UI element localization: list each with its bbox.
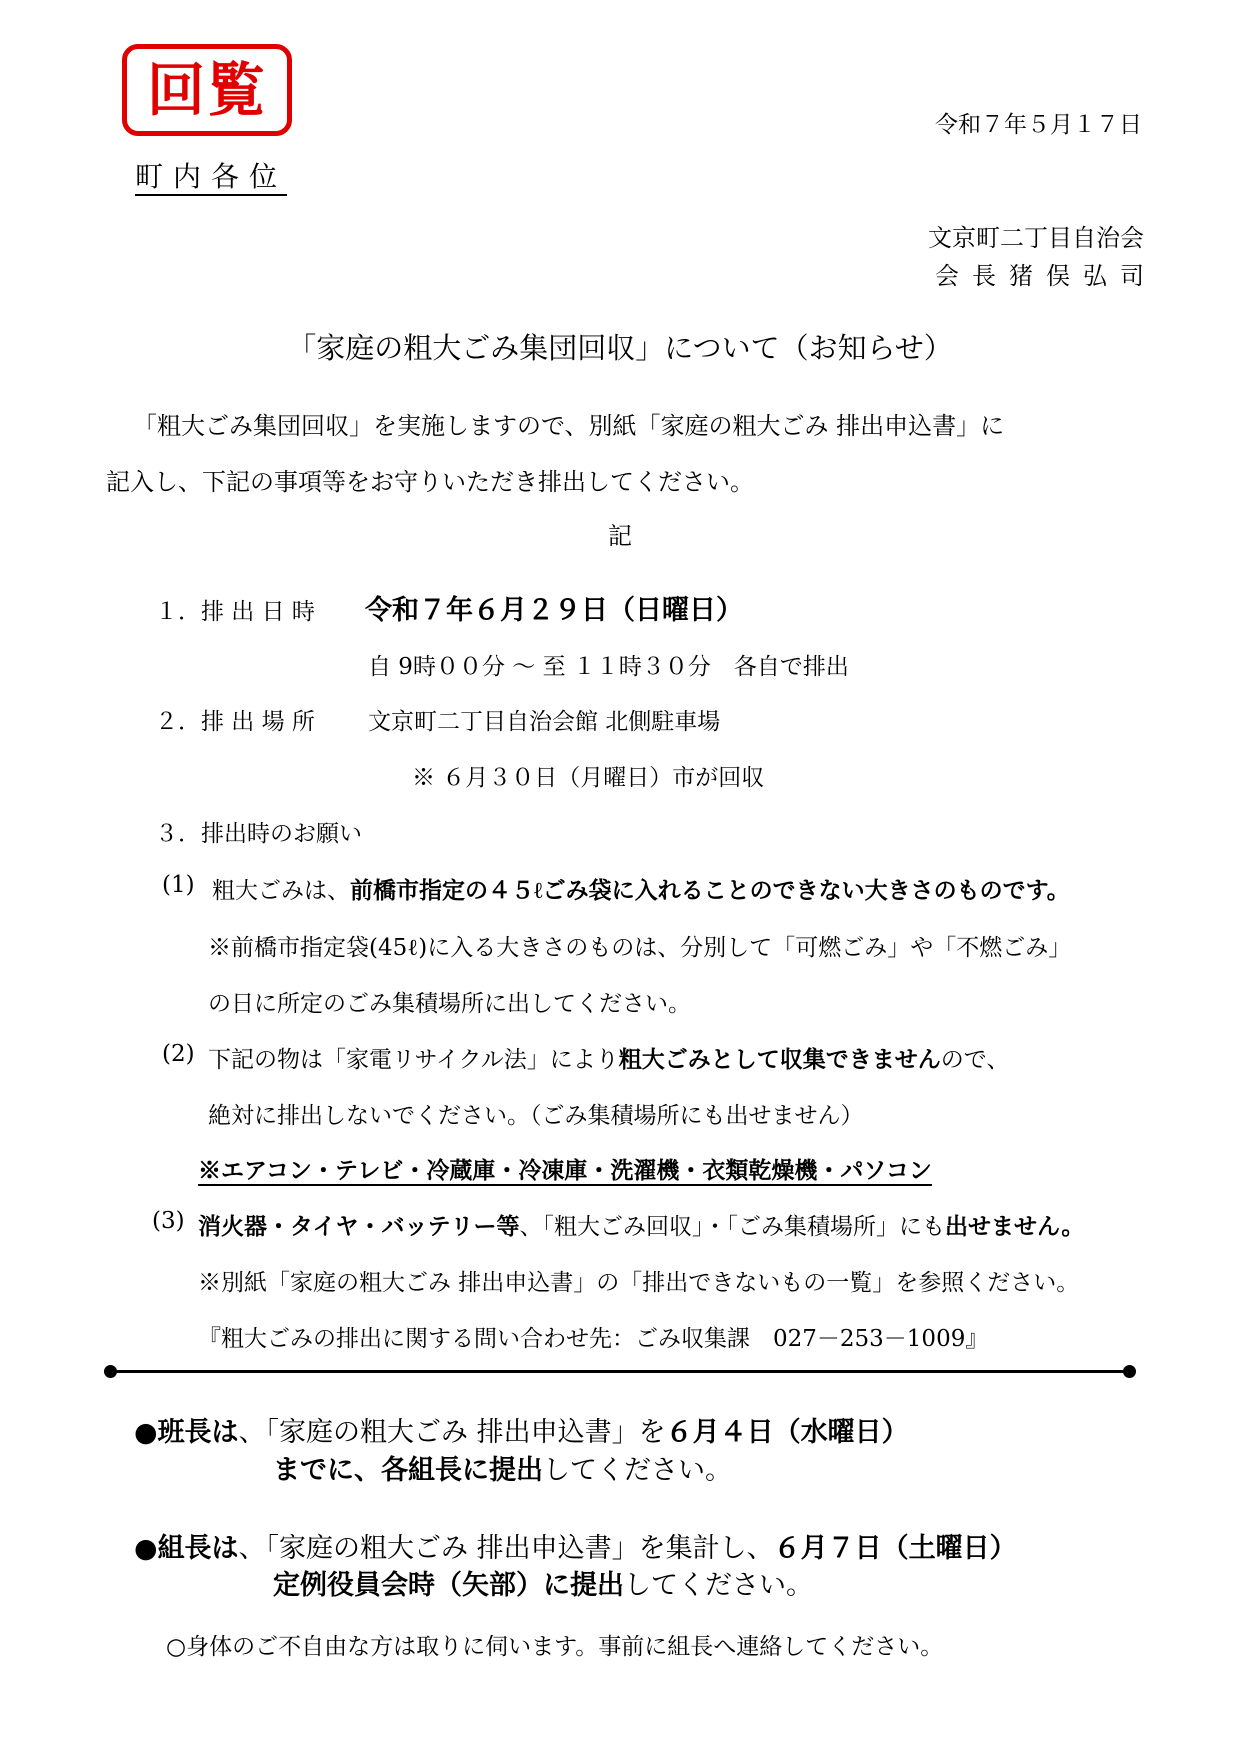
footer-note: ○身体のご不自由な方は取りに伺います。事前に組長へ連絡してください。 bbox=[166, 1634, 944, 1660]
city-collection-note: ※ ６月３０日（月曜日）市が回収 bbox=[412, 765, 765, 791]
item2-label: ２．排 出 場 所 bbox=[155, 709, 315, 735]
notice-hancho-line-1: ●班長は、「家庭の粗大ごみ 排出申込書」を６月４日（水曜日） bbox=[134, 1417, 909, 1448]
circulation-stamp: 回覧 bbox=[122, 44, 292, 136]
addressee: 町内各位 bbox=[135, 160, 287, 196]
sub2-number: (2) bbox=[162, 1041, 195, 1067]
item1-label: １．排 出 日 時 bbox=[155, 599, 315, 625]
ki-heading: 記 bbox=[608, 522, 632, 550]
organization-name: 文京町二丁目自治会 bbox=[928, 224, 1144, 252]
notice-hancho-line-2: までに、各組長に提出してください。 bbox=[273, 1455, 732, 1486]
sub1-line-2: ※前橋市指定袋(45ℓ)に入る大きさのものは、分別して「可燃ごみ」や「不燃ごみ」 bbox=[208, 935, 1072, 961]
notice-kumicho-line-1: ●組長は、「家庭の粗大ごみ 排出申込書」を集計し、６月７日（土曜日） bbox=[134, 1533, 1017, 1564]
collection-time: 自 9時００分 ～ 至 １１時３０分 各自で排出 bbox=[368, 654, 849, 680]
intro-line-1: 「粗大ごみ集団回収」を実施しますので、別紙「家庭の粗大ごみ 排出申込書」に bbox=[133, 412, 1005, 440]
sub1-line-1: 粗大ごみは、前橋市指定の４５ℓごみ袋に入れることのできない大きさのものです。 bbox=[212, 877, 1070, 904]
contact-info: 『粗大ごみの排出に関する問い合わせ先：ごみ収集課 027－253－1009』 bbox=[198, 1326, 989, 1352]
item3-label: ３．排出時のお願い bbox=[155, 821, 362, 847]
representative-name: 会長猪俣弘司 bbox=[935, 262, 1157, 290]
divider-line bbox=[110, 1370, 1130, 1373]
sub2-line-2: 絶対に排出しないでください。（ごみ集積場所にも出せません） bbox=[208, 1103, 864, 1129]
appliance-list: ※エアコン・テレビ・冷蔵庫・冷凍庫・洗濯機・衣類乾燥機・パソコン bbox=[198, 1157, 932, 1184]
collection-date: 令和７年６月２９日（日曜日） bbox=[365, 595, 743, 626]
document-title: 「家庭の粗大ごみ集団回収」について（お知らせ） bbox=[287, 331, 953, 365]
sub3-line-2: ※別紙「家庭の粗大ごみ 排出申込書」の「排出できないもの一覧」を参照ください。 bbox=[198, 1270, 1080, 1296]
collection-place: 文京町二丁目自治会館 北側駐車場 bbox=[368, 709, 721, 735]
issue-date: 令和７年５月１７日 bbox=[935, 112, 1142, 138]
notice-kumicho-line-2: 定例役員会時（矢部）に提出してください。 bbox=[273, 1570, 813, 1601]
sub2-line-1: 下記の物は「家電リサイクル法」により粗大ごみとして収集できませんので、 bbox=[208, 1046, 1010, 1073]
sub3-line-1: 消火器・タイヤ・バッテリー等、「粗大ごみ回収」・「ごみ集積場所」にも出せません。 bbox=[198, 1213, 1085, 1240]
intro-line-2: 記入し、下記の事項等をお守りいただき排出してください。 bbox=[106, 468, 754, 496]
divider-dot-right bbox=[1123, 1365, 1136, 1378]
sub3-number: (3) bbox=[152, 1208, 185, 1234]
sub1-number: (1) bbox=[162, 872, 195, 898]
sub1-line-3: の日に所定のごみ集積場所に出してください。 bbox=[208, 991, 691, 1017]
